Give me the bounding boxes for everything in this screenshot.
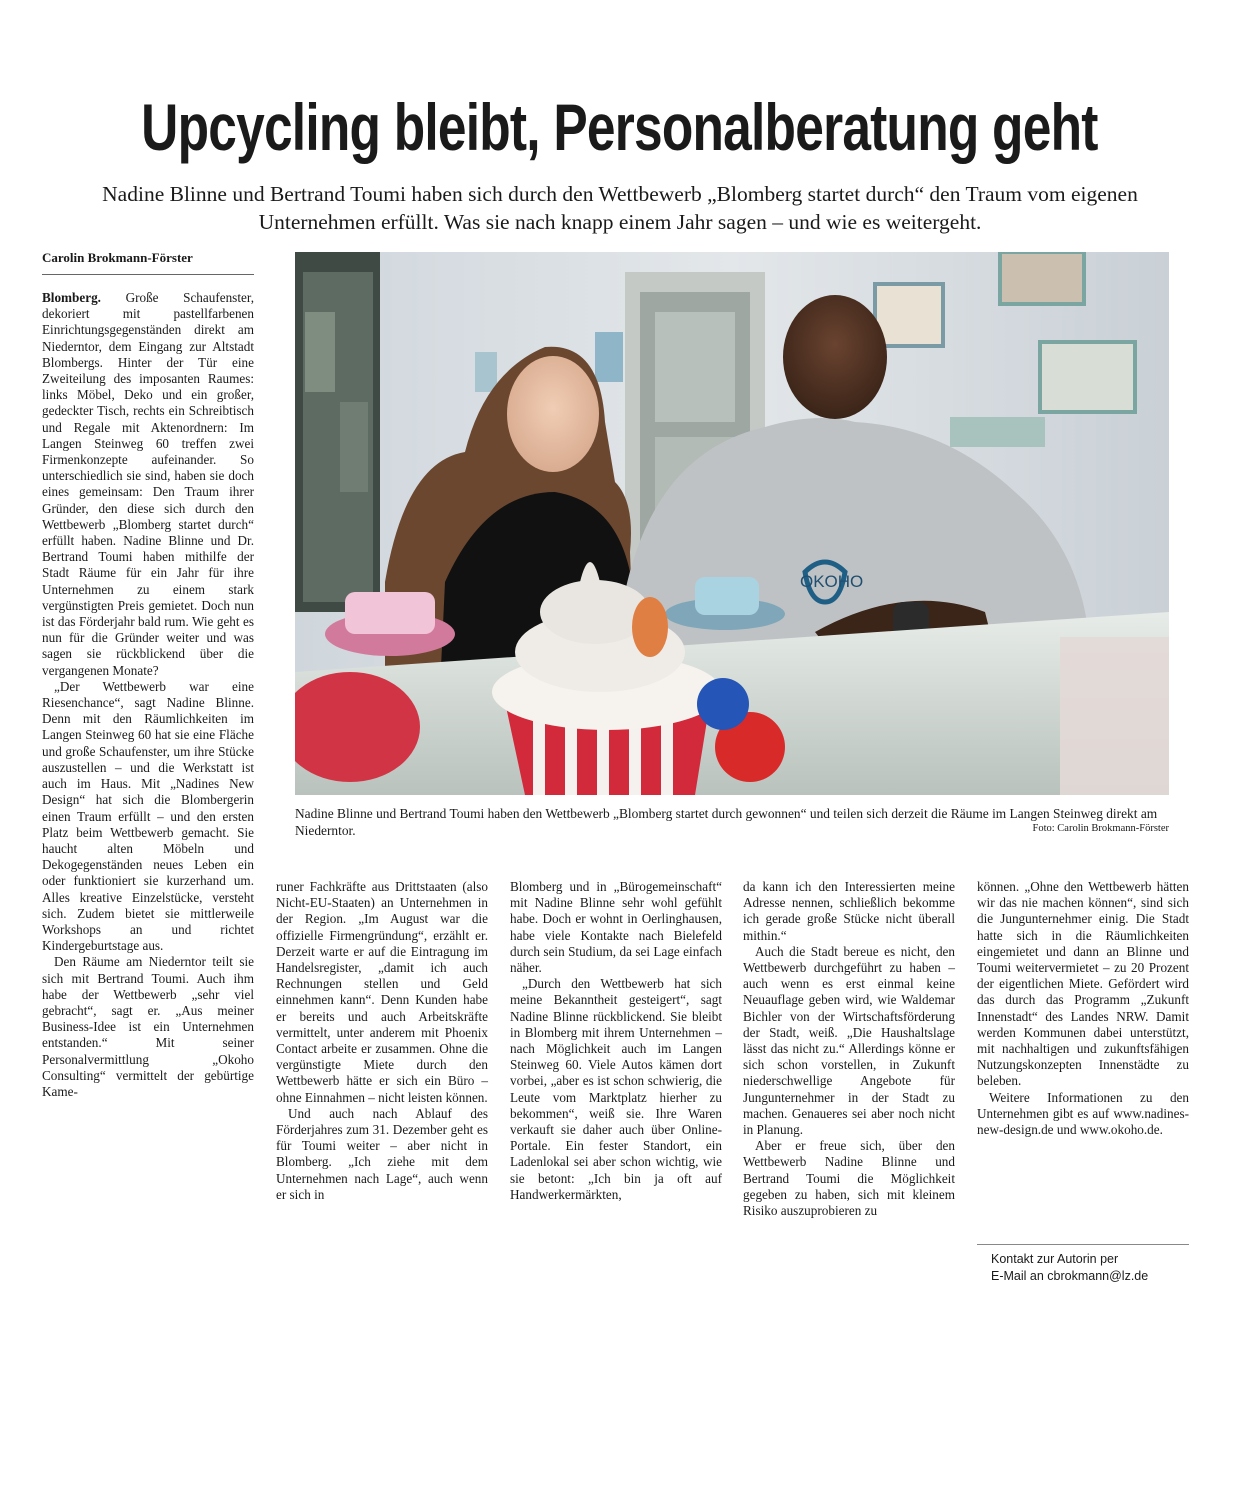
hoodie-logo-text: OKOHO (800, 572, 864, 591)
lead-paragraph: Nadine Blinne und Bertrand Toumi haben sich durch den Wettbewerb „Blomberg startet durch“ den Traum vom eigenen Unternehmen erfüllt. Was sie nach knapp einem Jahr sagen – und wie es weitergeht. (102, 182, 1138, 234)
paragraph: können. „Ohne den Wettbewerb hätten wir das nie machen können“, sind sich die Jungunternehmer einig. Die Stadt hatte sich in die Räumlichkeiten eingemietet und dann an Blinne und Toumi weitervermietet – zu 20 Prozent der eigentlichen Miete. Gefördert wird das durch das Programm „Zukunft Innenstadt“ des Landes NRW. Damit werden Kommunen dabei unterstützt, mit nachhaltigen und zukunftsfähigen Nutzungskonzepten Innenstädte zu beleben. (977, 879, 1189, 1089)
paragraph: Blomberg. Große Schaufenster, dekoriert mit pastellfarbenen Einrichtungsgegenständen direkt am Niederntor, dem Eingang zur Altstadt Blombergs. Hinter der Tür eine Zweiteilung des imposanten Raumes: links Möbel, Deko und ein großer, gedeckter Tisch, rechts ein Schreibtisch und Regale mit Aktenordnern: Im Langen Steinweg 60 treffen zwei Firmenkonzepte aufeinander. So unterschiedlich sie sind, haben sie doch eines gemeinsam: Den Traum ihrer Gründer, den diese sich durch den Wettbewerb „Blomberg startet durch“ erfüllt haben. Nadine Blinne und Dr. Bertrand Toumi haben mithilfe der Stadt Räume für ein Jahr für ihre Unternehmen zu einem stark vergünstigten Preis gemietet. Doch nun ist das Förderjahr bald rum. Wie geht es nun für die Gründer weiter und was sagen sie rückblickend über die vergangenen Monate? (42, 290, 254, 678)
paragraph: Weitere Informationen zu den Unternehmen gibt es auf www.nadines-new-design.de und www.okoho.de. (977, 1089, 1189, 1138)
paragraph: Blomberg und in „Bürogemeinschaft“ mit Nadine Blinne sehr wohl gefühlt habe. Doch er wohnt in Oerlinghausen, habe viele Kontakte nach Bielefeld durch sein Studium, da sei Lage einfach näher. (510, 879, 722, 976)
article-column-5 (977, 879, 1189, 1138)
contact-line: Kontakt zur Autorin per (991, 1252, 1119, 1266)
dateline: Blomberg. (42, 290, 101, 305)
paragraph: Den Räume am Niederntor teilt sie sich mit Bertrand Toumi. Auch ihm habe der Wettbewerb „sehr viel gebracht“, sagt er. „Aus meiner Business-Idee ist ein Unternehmen entstanden.“ Mit seiner Personalvermittlung „Okoho Consulting“ vermittelt der gebürtige Kame- (42, 954, 254, 1099)
photo-illustration (295, 252, 1169, 795)
article-column-1 (42, 290, 254, 1100)
contact-email: E-Mail an cbrokmann@lz.de (991, 1269, 1149, 1283)
paragraph: „Durch den Wettbewerb hat sich meine Bekanntheit gesteigert“, sagt Nadine Blinne rückblickend. Sie bleibt in Blomberg mit ihrem Unternehmen – nach Möglichkeit auch im Langen Steinweg 60. Viele Autos kämen dort vorbei, „aber es ist schon schwierig, die Leute vom Marktplatz hierher zu bekommen“, weiß sie. Ihre Waren verkauft sie daher auch über Online-Portale. Ein fester Standort, ein Ladenlokal sei aber schon wichtig, wie sie betont: „Ich bin ja oft auf Handwerkermärkten, (510, 976, 722, 1202)
article-column-4 (743, 879, 955, 1219)
photo-credit: Foto: Carolin Brokmann-Förster (1032, 823, 1169, 834)
article-column-3 (510, 879, 722, 1203)
article-column-2 (276, 879, 488, 1203)
paragraph: Aber er freue sich, über den Wettbewerb Nadine Blinne und Bertrand Toumi die Möglichkeit gegeben zu haben, sich mit kleinem Risiko auszuprobieren zu (743, 1138, 955, 1219)
paragraph: Auch die Stadt bereue es nicht, den Wettbewerb durchgeführt zu haben – auch wenn es erst einmal keine Neuauflage geben wird, wie Waldemar Bichler von der Wirtschaftsförderung der Stadt, weiß. „Die Haushaltslage lässt das nicht zu.“ Allerdings könne er sich schon vorstellen, in Zukunft niederschwellige Angebote für Jungunternehmer in der Stadt zu machen. Genaueres sei aber noch nicht in Planung. (743, 943, 955, 1138)
paragraph: Und auch nach Ablauf des Förderjahres zum 31. Dezember geht es für Toumi weiter – aber nicht in Blomberg. „Ich ziehe mit dem Unternehmen nach Lage“, auch wenn er sich in (276, 1105, 488, 1202)
paragraph: „Der Wettbewerb war eine Riesenchance“, sagt Nadine Blinne. Denn mit den Räumlichkeiten im Langen Steinweg 60 hat sie eine Fläche und große Schaufenster, um ihre Stücke auszustellen – und die Werkstatt ist auch im Haus. Mit „Nadines New Design“ hat sich die Blombergerin einen Traum erfüllt – und den ersten Platz beim Wettbewerb gemacht. Sie haucht alten Möbeln und Dekogegenständen neues Leben ein oder funktioniert sie kurzerhand um. Alles kreative Einzelstücke, versteht sich. Zudem bietet sie mittlerweile Workshops an und richtet Kindergeburtstage aus. (42, 678, 254, 954)
paragraph: runer Fachkräfte aus Drittstaaten (also Nicht-EU-Staaten) an Unternehmen in der Region. „Im August war die offizielle Firmengründung“, erzählt er. Derzeit warte er auf die Eintragung im Handelsregister, „damit ich auch Rechnungen stellen und Geld einnehmen kann“. Denn Kunden habe er bereits und auch Arbeitskräfte vermittelt, unter anderem mit Phoenix Contact arbeite er zusammen. Ohne die vergünstigte Miete durch den Wettbewerb hätte er sich ein Büro – ohne Einnahmen – nicht leisten können. (276, 879, 488, 1105)
author-byline: Carolin Brokmann-Förster (42, 250, 254, 275)
headline: Upcycling bleibt, Personalberatung geht (141, 90, 1098, 164)
paragraph: da kann ich den Interessierten meine Adresse nennen, schließlich bekomme ich gerade große Stücke nicht überall mithin.“ (743, 879, 955, 943)
photo-caption: Nadine Blinne und Bertrand Toumi haben den Wettbewerb „Blomberg startet durch gewonnen“ und teilen sich derzeit die Räume im Langen Steinweg direkt am Niederntor. (295, 806, 1158, 838)
article-photo (295, 252, 1169, 795)
author-contact-box (977, 1244, 1189, 1285)
